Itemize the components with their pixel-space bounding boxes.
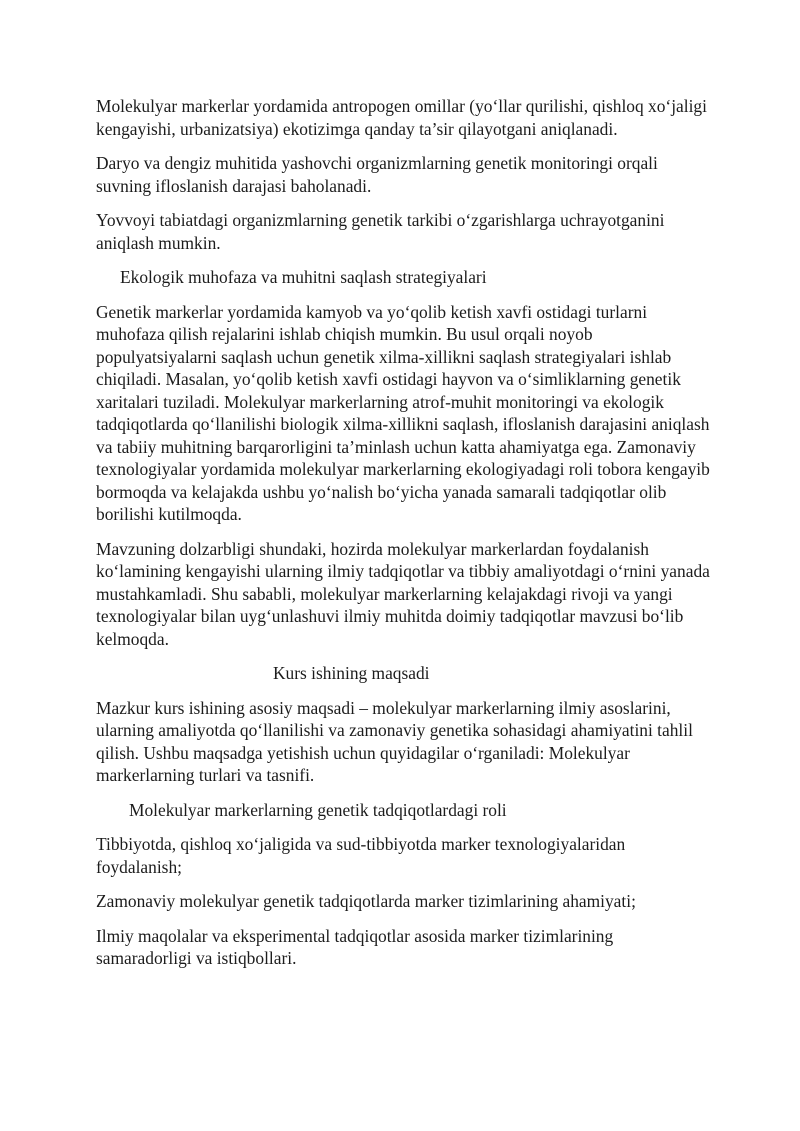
paragraph-anthropogen-factors: Molekulyar markerlar yordamida antropogen omillar (yo‘llar qurilishi, qishloq xo‘jaligi kengayishi, urbanizatsiya) ekotizimga qanday ta’sir qilayotgani aniqlanadi. (96, 96, 707, 139)
list-item-scientific-articles: Ilmiy maqolalar va eksperimental tadqiqotlar asosida marker tizimlarining samaradorligi va istiqbollari. (96, 925, 614, 968)
section-heading-markers-role: Molekulyar markerlarning genetik tadqiqotlardagi roli (129, 799, 507, 820)
document-body (96, 95, 711, 982)
list-item-modern-genetics: Zamonaviy molekulyar genetik tadqiqotlarda marker tizimlarining ahamiyati; (96, 891, 636, 911)
section-heading-ecological-protection: Ekologik muhofaza va muhitni saqlash strategiyalari (120, 267, 487, 287)
paragraph-topic-relevance: Mavzuning dolzarbligi shundaki, hozirda molekulyar markerlardan foydalanish ko‘lamining kengayishi ularning ilmiy tadqiqotlar va tibbiy amaliyotdagi o‘rnini yanada mustahkamladi. Shu sababli, molekulyar markerlarning kelajakdagi rivoji va yangi texnologiyalar bilan uyg‘unlashuvi ilmiy muhitda doimiy tadqiqotlar mavzusi bo‘lib kelmoqda. (96, 538, 710, 649)
section-heading-course-goal: Kurs ishining maqsadi (273, 663, 430, 683)
paragraph-water-monitoring: Daryo va dengiz muhitida yashovchi organizmlarning genetik monitoringi orqali suvning ifloslanish darajasi baholanadi. (96, 153, 658, 196)
paragraph-genetic-markers-protection: Genetik markerlar yordamida kamyob va yo‘qolib ketish xavfi ostidagi turlarni muhofaza qilish rejalarini ishlab chiqish mumkin. Bu usul orqali noyob populyatsiyalarni saqlash uchun genetik xilma-xillikni saqlash strategiyalari ishlab chiqiladi. Masalan, yo‘qolib ketish xavfi ostidagi hayvon va o‘simliklarning genetik xaritalari tuziladi. Molekulyar markerlarning atrof-muhit monitoringi va ekologik tadqiqotlarda qo‘llanilishi biologik xilma-xillikni saqlash, ifloslanish darajasini aniqlash va tabiiy muhitning barqarorligini ta’minlash uchun katta ahamiyatga ega. Zamonaviy texnologiyalar yordamida molekulyar markerlarning ekologiyadagi roli tobora kengayib bormoqda va kelajakda ushbu yo‘nalish bo‘yicha yanada samarali tadqiqotlar olib borilishi kutilmoqda. (96, 301, 710, 524)
paragraph-wildlife-genetics: Yovvoyi tabiatdagi organizmlarning genetik tarkibi o‘zgarishlarga uchrayotganini aniqlash mumkin. (96, 210, 665, 253)
list-item-medicine-agriculture: Tibbiyotda, qishloq xo‘jaligida va sud-tibbiyotda marker texnologiyalaridan foydalanish; (96, 834, 626, 877)
paragraph-course-goal: Mazkur kurs ishining asosiy maqsadi – molekulyar markerlarning ilmiy asoslarini, ularning amaliyotda qo‘llanilishi va zamonaviy genetika sohasidagi ahamiyatini tahlil qilish. Ushbu maqsadga yetishish uchun quyidagilar o‘rganiladi: Molekulyar markerlarning turlari va tasnifi. (96, 697, 693, 785)
